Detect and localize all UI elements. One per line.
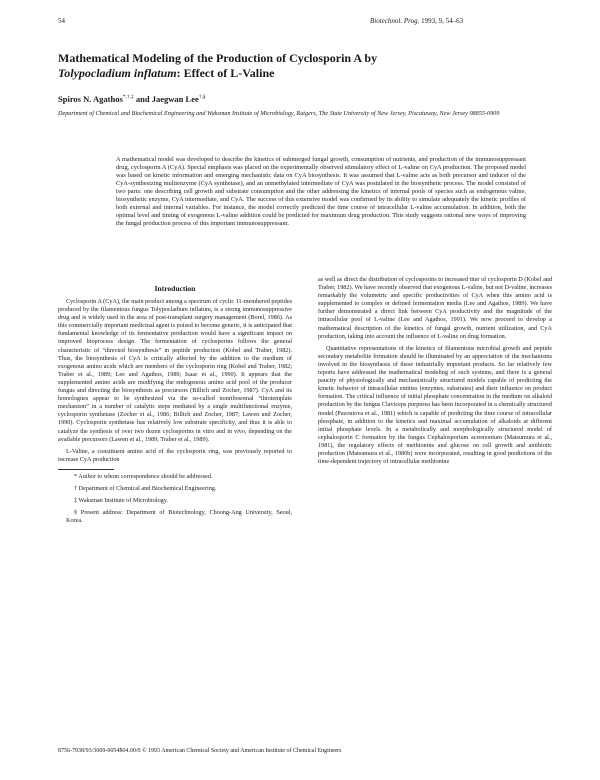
author-joiner: and [133,94,152,104]
intro-paragraph: Cyclosporin A (CyA), the main product among a spectrum of cyclic 11-membered peptides produced by the filamentous fungus Tolypocladium inflatum, is a strong immunosuppressive drug and is widely used in the area of post-transplant surgery management (Borel, 1986). As this commercially important medicinal agent is poised to become generic, it is anticipated that fundamental knowledge of its fermentative production would have a significant impact on improved bioprocess design. The fermentation of cyclosporins follows the general characteristic of “directed biosynthesis” in peptide production (Kobel and Traber, 1982). Thus, the biosynthesis of CyA is critically affected by the addition to the medium of exogenous amino acids which are members of the cyclosporin ring (Kobel and Traber, 1982; Traber et al., 1989; Lee and Agathos, 1989; Isaac et al., 1990). It appears that the supplemented amino acids are modifying the endogenous amino acid pool of the producer fungus and directing the biosynthesis as precursors (Billich and Zocher, 1987). CyA and its homologues appear to be synthesized via the so-called nonribosomal “thiotemplate mechanism” in a number of catalytic steps mediated by a single multifunctional enzyme, cyclosporin synthetase (Zocher et al., 1986; Billich and Zocher, 1987; Lawen and Zocher, 1990). Cyclosporin synthetase has relatively low substrate specificity, and thus it is able to catalyze the synthesis of over two dozen cyclosporins in vitro and in vivo, depending on the available precursors (Lawen et al., 1989; Traber et al., 1989). [58,298,292,443]
right-column [318,276,552,470]
title-line-2: : Effect of L-Valine [176,66,275,80]
author-list [58,94,206,104]
journal-citation [370,17,463,25]
author-1-marks: *,†,‡ [122,94,134,101]
footnote: § Present address: Department of Biotechnology, Choong-Ang University, Seoul, Korea. [66,509,292,525]
affiliation: Department of Chemical and Biochemical Engineering and Waksman Institute of Microbiology, Rutgers, The State University of New Jersey, Piscataway, New Jersey 08855-0909 [58,110,500,117]
page-number: 54 [58,17,65,25]
introduction-heading: Introduction [154,284,196,293]
footnote-divider [58,469,114,470]
copyright-footer: 8756-7938/93/3009-0054$04.00/0 © 1993 American Chemical Society and American Institute of Chemical Engineers [58,748,342,754]
citation-volume: 1993, 9, 54–63 [421,17,464,25]
footnote: * Author to whom correspondence should be addressed. [74,472,213,480]
intro-paragraph: L-Valine, a constituent amino acid of the cyclosporin ring, was previously reported to increase CyA production [58,447,292,463]
author-1: Spiros N. Agathos [58,94,123,104]
journal-name: Biotechnol. Prog. [370,17,420,25]
title-organism: Tolypocladium inflatum [58,66,177,80]
intro-paragraph: Quantitative representations of the kinetics of filamentous microbial growth and peptide secondary metabolite formation should be illuminated by an appreciation of the mechanisms involved in the biosynthesis of these industrially important products. So far relatively few reports have addressed the mathematical modeling of such systems, and there is a general paucity of physiologically and mechanistically structured models capable of predicting the kinetic behavior of intracellular entities (enzymes, substrates) and their influence on product formation. The critical influence of initial phosphate concentration in the medium on alkaloid production by the fungus Claviceps purpurea has been incorporated in a chemically structured model (Pazoutova et al., 1981) which is capable of predicting the time course of intracellular phosphate, in addition to the kinetics and maximal accumulation of alkaloids at different initial phosphate levels. In a metabolically and morphologically structured model of cephalosporin C formation by the fungus Cephalosporium acremonium (Matsumura et al., 1981), the regulatory effects of methionine and glucose on cell growth and antibiotic production (Matsumura et al., 1980b) were incorporated, resulting in good predictions of the time-dependent trajectory of intracellular methionine [318,344,552,466]
footnote: ‡ Waksman Institute of Microbiology. [74,497,169,505]
article-title [58,51,498,81]
author-2-marks: †,§ [198,94,206,101]
intro-paragraph: as well as direct the distribution of cyclosporins to increased titer of cyclosporin D (Kobel and Traber, 1982). We have recently observed that exogenous L-valine, but not D-valine, increases remarkably the volumetric and specific productivities of CyA when this amino acid is supplemented to complex or defined fermentation media (Lee and Agathos, 1989). We have further demonstrated a direct link between CyA productivity and the magnitude of the intracellular pool of L-valine (Lee and Agathos, 1991). We now proceed to develop a mathematical description of the kinetics of fungal growth, nutrient utilization, and CyA production, taking into account the influence of L-valine on drug formation. [318,276,552,340]
abstract: A mathematical model was developed to describe the kinetics of submerged fungal growth, consumption of nutrients, and production of the immunosuppressant drug, cyclosporin A (CyA). Special emphasis was placed on the experimentally observed stimulatory effect of L-valine on CyA production. The proposed model was based on kinetic information and emerging mechanistic data on CyA biosynthesis. It was assumed that L-valine acts as both precursor and inducer of the CyA-synthesizing multienzyme (CyA synthetase), and an unmethylated intermediate of CyA was postulated in the biosynthetic process. The model consisted of two parts: one describing cell growth and substrate consumption and the other addressing the kinetics of internal pools of species such as endogenous valine, biosynthetic enzyme, CyA intermediate, and CyA. The success of this extensive model was confirmed by its ability to simulate adequately the kinetic profiles of both external and internal variables. For instance, the model correctly predicted the time course of intracellular L-valine accumulation. In addition, both the optimal level and timing of exogenous L-valine addition could be predicted for maximum drug production. This study suggests rational new ways of improving the fungal production process of this important immunosuppressant. [116,156,526,228]
title-line-1: Mathematical Modeling of the Production of Cyclosporin A by [58,51,378,65]
footnote: † Department of Chemical and Biochemical Engineering. [74,484,217,492]
left-column [58,284,292,529]
author-2: Jaegwan Lee [151,94,199,104]
